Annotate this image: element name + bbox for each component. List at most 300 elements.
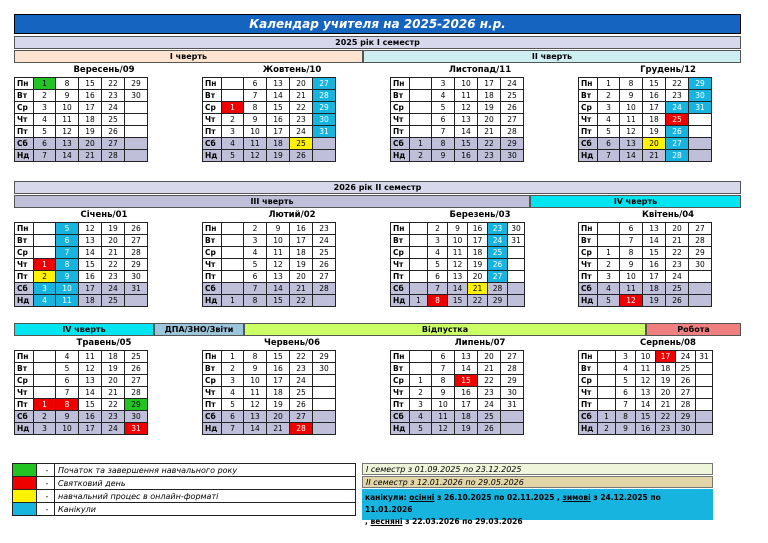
date-cell: 22 <box>656 411 676 423</box>
week-row <box>203 351 336 363</box>
date-cell: 11 <box>244 138 267 150</box>
date-cell: 31 <box>689 102 712 114</box>
date-cell: 28 <box>125 387 148 399</box>
date-cell <box>313 138 336 150</box>
month-title: Квітень/04 <box>641 210 695 220</box>
date-cell: 5 <box>410 423 432 435</box>
weekday-label: Чт <box>391 387 410 399</box>
month-grid <box>202 350 336 435</box>
holiday-winter-dates: з 24.12.2025 по 11.01.2026 <box>365 493 661 514</box>
holiday-winter-label: зимові <box>562 493 591 502</box>
date-cell: 24 <box>102 283 125 295</box>
date-cell: 12 <box>620 295 643 307</box>
date-cell: 23 <box>290 114 313 126</box>
date-cell: 14 <box>79 247 102 259</box>
month-title: Травень/05 <box>76 338 132 348</box>
date-cell <box>696 411 713 423</box>
weekday-label: Чт <box>579 114 598 126</box>
date-cell: 3 <box>34 283 56 295</box>
date-cell: 20 <box>478 114 501 126</box>
date-cell: 28 <box>313 90 336 102</box>
week-row <box>15 138 148 150</box>
date-cell: 7 <box>222 423 244 435</box>
date-cell: 3 <box>598 102 620 114</box>
date-cell: 23 <box>666 90 689 102</box>
week-row <box>579 375 713 387</box>
date-cell: 14 <box>267 283 290 295</box>
month-title: Липень/07 <box>454 338 506 348</box>
weekday-label: Сб <box>391 138 410 150</box>
weekday-label: Нд <box>579 150 598 162</box>
week-row <box>391 78 524 90</box>
week-row <box>203 114 336 126</box>
weekday-label: Вт <box>391 363 410 375</box>
date-cell: 2 <box>428 223 448 235</box>
weekday-label: Вт <box>391 90 410 102</box>
date-cell: 16 <box>455 387 478 399</box>
week-row <box>579 78 712 90</box>
date-cell <box>501 411 524 423</box>
date-cell: 23 <box>478 387 501 399</box>
date-cell: 31 <box>313 126 336 138</box>
date-cell: 29 <box>125 399 148 411</box>
week-row <box>391 126 524 138</box>
date-cell: 7 <box>432 363 455 375</box>
date-cell: 28 <box>501 126 524 138</box>
weekday-label: Сб <box>579 138 598 150</box>
date-cell: 13 <box>79 375 102 387</box>
date-cell <box>598 363 616 375</box>
date-cell: 4 <box>598 114 620 126</box>
date-cell: 8 <box>432 138 455 150</box>
date-cell: 20 <box>79 138 102 150</box>
weekday-label: Сб <box>203 283 222 295</box>
date-cell: 19 <box>468 259 488 271</box>
semester-2-label: 2026 рік ІІ семестр <box>14 181 741 194</box>
date-cell: 5 <box>616 375 636 387</box>
date-cell: 1 <box>598 247 620 259</box>
week-row <box>203 150 336 162</box>
legend-row <box>13 503 356 516</box>
weekday-label: Вт <box>203 363 222 375</box>
date-cell: 3 <box>222 126 244 138</box>
date-cell: 25 <box>125 351 148 363</box>
month-title: Лютий/02 <box>268 210 316 220</box>
date-cell: 10 <box>620 102 643 114</box>
date-cell: 26 <box>125 223 148 235</box>
date-cell: 26 <box>290 150 313 162</box>
date-cell: 22 <box>666 247 689 259</box>
date-cell: 2 <box>34 411 56 423</box>
week-row <box>15 259 148 271</box>
date-cell: 29 <box>676 411 696 423</box>
date-cell: 15 <box>267 102 290 114</box>
date-cell: 26 <box>666 295 689 307</box>
week-row <box>391 114 524 126</box>
date-cell: 3 <box>410 399 432 411</box>
date-cell: 7 <box>616 399 636 411</box>
date-cell: 1 <box>34 399 56 411</box>
exams-band: ДПА/ЗНО/Звіти <box>154 323 244 336</box>
date-cell: 10 <box>56 102 79 114</box>
date-cell: 9 <box>432 150 455 162</box>
date-cell: 18 <box>79 295 102 307</box>
month-title: Березень/03 <box>449 210 511 220</box>
weekday-label: Нд <box>579 423 598 435</box>
month-grid <box>14 350 148 435</box>
date-cell: 3 <box>34 102 56 114</box>
date-cell: 5 <box>432 102 455 114</box>
date-cell: 5 <box>56 223 79 235</box>
vacation-band: Відпустка <box>244 323 646 336</box>
weekday-label: Сб <box>203 411 222 423</box>
date-cell <box>410 102 432 114</box>
holidays-prefix: канікули: <box>365 493 407 502</box>
date-cell: 27 <box>313 271 336 283</box>
date-cell: 11 <box>432 411 455 423</box>
date-cell <box>34 351 56 363</box>
date-cell: 7 <box>598 150 620 162</box>
date-cell: 8 <box>428 295 448 307</box>
weekday-label: Вт <box>15 363 34 375</box>
month-grid <box>390 222 525 307</box>
date-cell <box>598 375 616 387</box>
weekday-label: Нд <box>203 295 222 307</box>
legend-swatch <box>13 477 37 490</box>
date-cell: 12 <box>244 399 267 411</box>
date-cell: 31 <box>125 283 148 295</box>
week-row <box>579 90 712 102</box>
date-cell: 22 <box>290 102 313 114</box>
date-cell: 7 <box>34 150 56 162</box>
date-cell: 8 <box>56 399 79 411</box>
quarter-4-band-bottom: IV чверть <box>14 323 154 336</box>
date-cell: 23 <box>102 411 125 423</box>
date-cell: 26 <box>676 375 696 387</box>
date-cell: 30 <box>125 411 148 423</box>
week-row <box>15 351 148 363</box>
date-cell: 5 <box>598 295 620 307</box>
date-cell: 21 <box>656 399 676 411</box>
date-cell: 11 <box>244 387 267 399</box>
weekday-label: Вт <box>391 235 410 247</box>
weekday-label: Пн <box>15 78 34 90</box>
date-cell: 21 <box>643 150 666 162</box>
week-row <box>579 247 712 259</box>
week-row <box>579 283 712 295</box>
date-cell <box>508 259 525 271</box>
date-cell: 6 <box>34 138 56 150</box>
date-cell: 25 <box>290 387 313 399</box>
week-row <box>391 375 524 387</box>
week-row <box>203 399 336 411</box>
date-cell <box>34 223 56 235</box>
weekday-label: Пт <box>203 399 222 411</box>
date-cell: 14 <box>643 235 666 247</box>
date-cell <box>222 235 244 247</box>
date-cell: 26 <box>666 126 689 138</box>
date-cell: 8 <box>432 375 455 387</box>
date-cell: 24 <box>102 423 125 435</box>
week-row <box>203 411 336 423</box>
date-cell: 27 <box>313 78 336 90</box>
weekday-label: Сб <box>203 138 222 150</box>
date-cell: 11 <box>620 114 643 126</box>
week-row <box>15 114 148 126</box>
date-cell: 3 <box>432 78 455 90</box>
date-cell: 13 <box>620 138 643 150</box>
date-cell <box>689 126 712 138</box>
weekday-label: Пн <box>203 78 222 90</box>
date-cell: 21 <box>468 283 488 295</box>
weekday-label: Пн <box>15 351 34 363</box>
date-cell: 20 <box>478 351 501 363</box>
date-cell: 25 <box>102 114 125 126</box>
date-cell: 9 <box>244 114 267 126</box>
date-cell: 17 <box>455 399 478 411</box>
date-cell: 28 <box>102 150 125 162</box>
date-cell: 19 <box>102 223 125 235</box>
month-grid <box>578 350 713 435</box>
date-cell: 30 <box>676 423 696 435</box>
date-cell <box>696 387 713 399</box>
date-cell: 13 <box>636 387 656 399</box>
weekday-label: Нд <box>15 295 34 307</box>
week-row <box>15 387 148 399</box>
date-cell: 1 <box>222 102 244 114</box>
weekday-label: Пт <box>391 126 410 138</box>
month-grid <box>578 222 712 307</box>
month-title: Вересень/09 <box>73 65 135 75</box>
weekday-label: Пт <box>391 271 410 283</box>
weekday-label: Сб <box>579 411 598 423</box>
date-cell: 6 <box>616 387 636 399</box>
week-row <box>203 423 336 435</box>
date-cell: 5 <box>34 126 56 138</box>
weekday-label: Ср <box>203 247 222 259</box>
date-cell: 6 <box>432 351 455 363</box>
date-cell: 28 <box>501 363 524 375</box>
date-cell: 10 <box>56 423 79 435</box>
quarter-3-band: ІІІ чверть <box>14 195 530 208</box>
date-cell: 27 <box>125 235 148 247</box>
date-cell: 1 <box>34 259 56 271</box>
weekday-label: Пн <box>391 78 410 90</box>
weekday-label: Нд <box>391 295 410 307</box>
date-cell: 11 <box>448 247 468 259</box>
date-cell: 16 <box>455 150 478 162</box>
week-row <box>579 423 713 435</box>
date-cell: 26 <box>102 126 125 138</box>
date-cell: 21 <box>478 363 501 375</box>
week-row <box>203 363 336 375</box>
date-cell: 25 <box>313 247 336 259</box>
weekday-label: Вт <box>15 90 34 102</box>
weekday-label: Сб <box>391 283 410 295</box>
date-cell: 12 <box>620 126 643 138</box>
date-cell <box>125 102 148 114</box>
weekday-label: Нд <box>203 150 222 162</box>
date-cell <box>222 271 244 283</box>
legend-dash: - <box>37 477 55 490</box>
date-cell: 23 <box>313 223 336 235</box>
weekday-label: Чт <box>579 387 598 399</box>
legend-text: Канікули <box>55 503 356 516</box>
date-cell <box>598 387 616 399</box>
date-cell: 11 <box>79 351 102 363</box>
date-cell: 17 <box>79 283 102 295</box>
date-cell: 12 <box>56 126 79 138</box>
date-cell: 10 <box>56 283 79 295</box>
week-row <box>391 150 524 162</box>
date-cell: 20 <box>267 411 290 423</box>
month-grid <box>390 77 524 162</box>
date-cell: 6 <box>432 114 455 126</box>
date-cell <box>34 235 56 247</box>
date-cell: 3 <box>34 423 56 435</box>
date-cell <box>689 283 712 295</box>
date-cell: 20 <box>666 223 689 235</box>
date-cell: 28 <box>125 247 148 259</box>
week-row <box>579 259 712 271</box>
date-cell: 10 <box>244 126 267 138</box>
date-cell <box>222 90 244 102</box>
date-cell: 12 <box>267 259 290 271</box>
date-cell: 28 <box>313 283 336 295</box>
date-cell: 22 <box>102 78 125 90</box>
date-cell: 8 <box>620 247 643 259</box>
date-cell: 27 <box>290 411 313 423</box>
date-cell: 8 <box>56 78 79 90</box>
week-row <box>579 387 713 399</box>
date-cell: 9 <box>56 411 79 423</box>
date-cell: 27 <box>125 375 148 387</box>
month-title: Жовтень/10 <box>262 65 322 75</box>
date-cell: 10 <box>267 235 290 247</box>
date-cell: 30 <box>313 363 336 375</box>
date-cell <box>125 138 148 150</box>
date-cell <box>222 78 244 90</box>
week-row <box>15 423 148 435</box>
page-title: Календар учителя на 2025-2026 н.р. <box>14 14 741 34</box>
weekday-label: Чт <box>203 387 222 399</box>
date-cell: 25 <box>676 363 696 375</box>
date-cell <box>410 235 428 247</box>
weekday-label: Вт <box>203 235 222 247</box>
date-cell: 16 <box>290 223 313 235</box>
date-cell <box>598 351 616 363</box>
weekday-label: Нд <box>203 423 222 435</box>
week-row <box>391 259 525 271</box>
weekday-label: Сб <box>15 283 34 295</box>
quarter-2-band: ІІ чверть <box>363 50 741 63</box>
legend-text: Початок та завершення навчального року <box>55 464 356 477</box>
date-cell: 18 <box>455 411 478 423</box>
legend-row <box>13 477 356 490</box>
date-cell: 21 <box>290 283 313 295</box>
date-cell: 24 <box>501 78 524 90</box>
date-cell: 13 <box>79 235 102 247</box>
date-cell: 14 <box>455 363 478 375</box>
weekday-label: Чт <box>203 114 222 126</box>
week-row <box>15 90 148 102</box>
date-cell: 4 <box>598 283 620 295</box>
week-row <box>579 223 712 235</box>
date-cell: 18 <box>102 351 125 363</box>
weekday-label: Сб <box>391 411 410 423</box>
date-cell: 6 <box>244 271 267 283</box>
date-cell: 1 <box>410 138 432 150</box>
weekday-label: Вт <box>579 235 598 247</box>
legend-text: Святковий день <box>55 477 356 490</box>
date-cell: 19 <box>267 399 290 411</box>
month-grid <box>14 222 148 307</box>
holiday-spring-label: весняні <box>370 517 403 526</box>
date-cell: 24 <box>102 102 125 114</box>
date-cell: 26 <box>313 259 336 271</box>
weekday-label: Пн <box>579 351 598 363</box>
date-cell: 4 <box>222 138 244 150</box>
legend-row <box>13 490 356 503</box>
weekday-label: Пн <box>203 351 222 363</box>
date-cell: 26 <box>501 102 524 114</box>
date-cell: 14 <box>448 283 468 295</box>
date-cell: 4 <box>428 247 448 259</box>
date-cell: 29 <box>501 138 524 150</box>
week-row <box>15 223 148 235</box>
date-cell: 27 <box>676 387 696 399</box>
date-cell: 18 <box>643 283 666 295</box>
week-row <box>579 295 712 307</box>
date-cell: 15 <box>79 399 102 411</box>
date-cell <box>696 375 713 387</box>
weekday-label: Чт <box>391 259 410 271</box>
date-cell: 1 <box>34 78 56 90</box>
week-row <box>391 138 524 150</box>
date-cell: 15 <box>643 78 666 90</box>
date-cell: 20 <box>290 271 313 283</box>
date-cell: 18 <box>79 114 102 126</box>
weekday-label: Ср <box>203 102 222 114</box>
date-cell: 14 <box>636 399 656 411</box>
date-cell: 17 <box>643 102 666 114</box>
date-cell: 30 <box>125 90 148 102</box>
date-cell <box>313 423 336 435</box>
quarter-4-band-top: IV чверть <box>530 195 741 208</box>
week-row <box>391 90 524 102</box>
weekday-label: Вт <box>579 363 598 375</box>
week-row <box>579 411 713 423</box>
date-cell: 10 <box>636 351 656 363</box>
date-cell: 15 <box>455 375 478 387</box>
semester-1-label: 2025 рік І семестр <box>14 36 741 49</box>
date-cell: 26 <box>478 423 501 435</box>
date-cell <box>689 271 712 283</box>
date-cell: 21 <box>267 423 290 435</box>
week-row <box>15 247 148 259</box>
date-cell: 29 <box>125 78 148 90</box>
date-cell: 4 <box>34 114 56 126</box>
date-cell: 11 <box>267 247 290 259</box>
date-cell: 9 <box>448 223 468 235</box>
date-cell <box>313 399 336 411</box>
week-row <box>391 411 524 423</box>
date-cell <box>222 259 244 271</box>
date-cell: 3 <box>616 351 636 363</box>
date-cell: 19 <box>267 150 290 162</box>
weekday-label: Ср <box>15 375 34 387</box>
date-cell: 16 <box>267 114 290 126</box>
